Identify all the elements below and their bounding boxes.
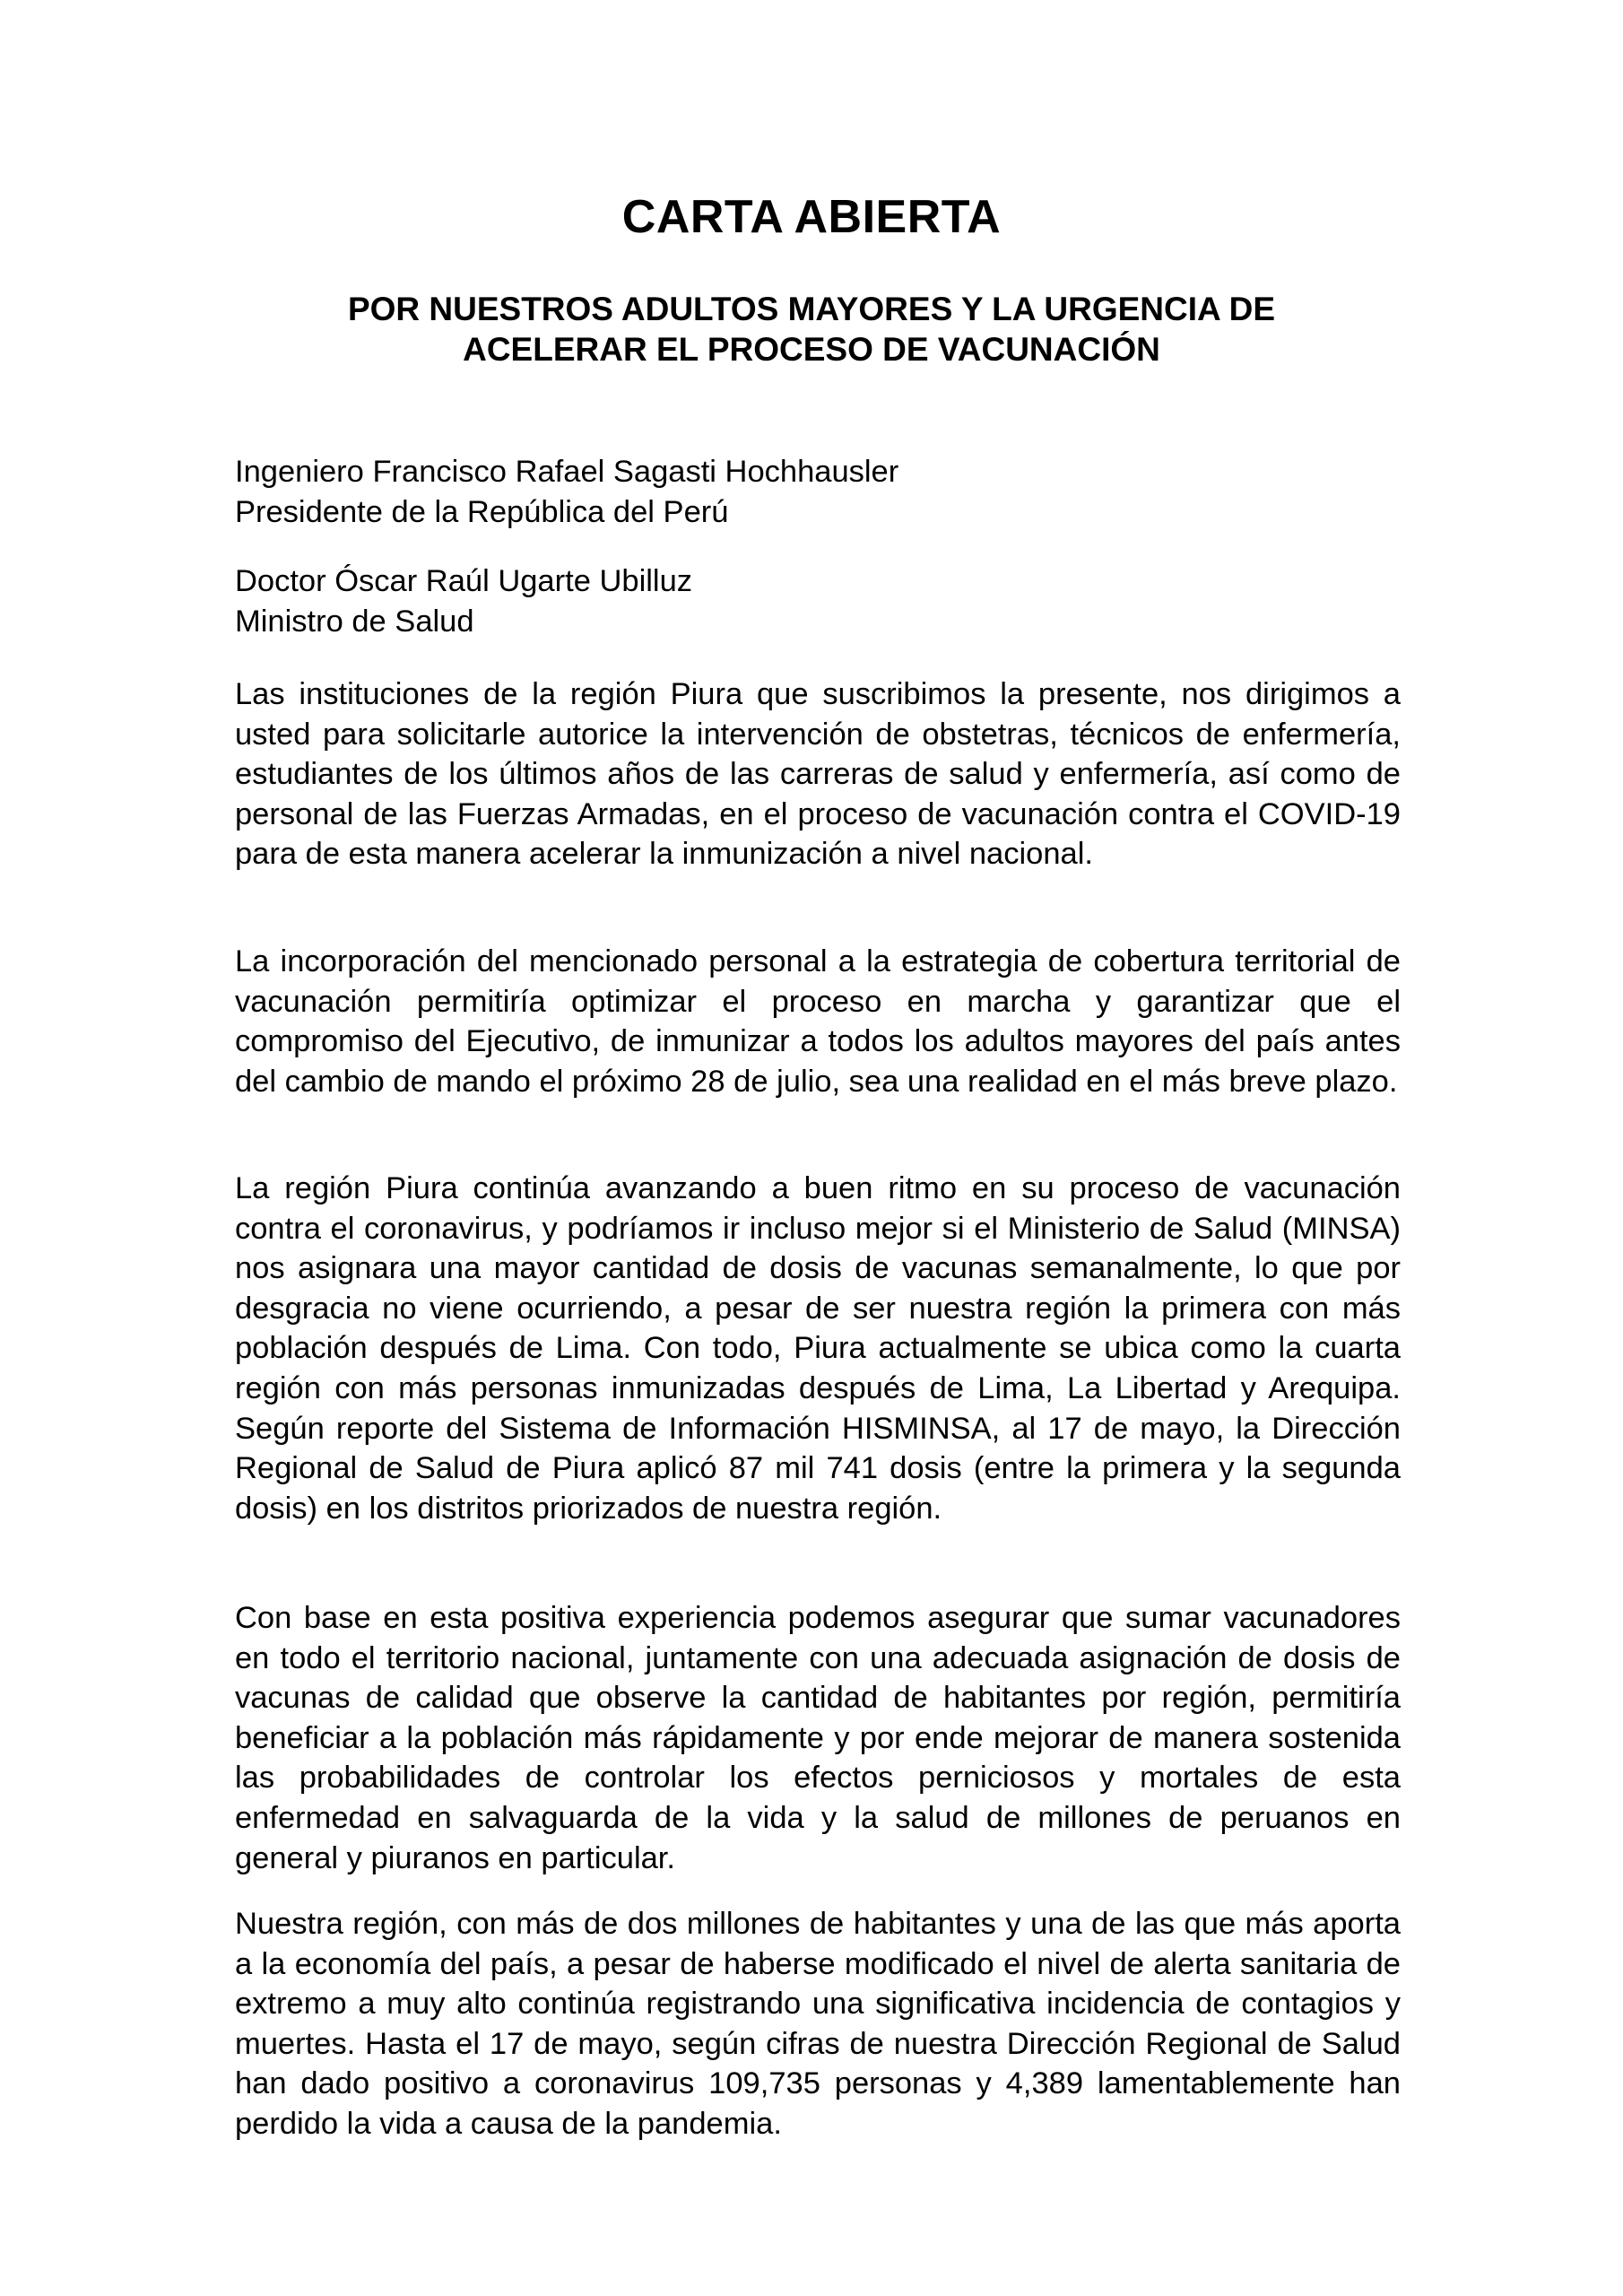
paragraph-statistics: Nuestra región, con más de dos millones de habitantes y una de las que más aporta a la economía del país, a pesar de haberse modificado el nivel de alerta sanitaria de extremo a muy alto continúa registrando una significativa incidencia de contagios y muertes. Hasta el 17 de mayo, según cifras de nuestra Dirección Regional de Salud han dado positivo a coronavirus 109,735 personas y 4,389 lamentablemente han perdido la vida a causa de la pandemia.: [235, 1907, 1401, 2141]
paragraph-incorporation: La incorporación del mencionado personal a la estrategia de cobertura territorial de vacunación permitiría optimizar el proceso en marcha y garantizar que el compromiso del Ejecutivo, de inmunizar a todos los adultos mayores del país antes del cambio de mando el próximo 28 de julio, sea una realidad en el más breve plazo.: [235, 944, 1401, 1099]
addressee-name: Doctor Óscar Raúl Ugarte Ubilluz: [235, 564, 693, 598]
paragraph-experience: Con base en esta positiva experiencia podemos asegurar que sumar vacunadores en todo el territorio nacional, juntamente con una adecuada asignación de dosis de vacunas de calidad que observe la cantidad de habitantes por región, permitiría beneficiar a la población más rápidamente y por ende mejorar de manera sostenida las probabilidades de controlar los efectos perniciosos y mortales de esta enfermedad en salvaguarda de la vida y la salud de millones de peruanos en general y piuranos en particular.: [235, 1601, 1401, 1875]
addressee-president: [235, 452, 1401, 532]
addressee-minister: [235, 561, 1401, 641]
document-subtitle: [0, 289, 1623, 370]
subtitle-line: ACELERAR EL PROCESO DE VACUNACIÓN: [463, 331, 1160, 368]
document-title: CARTA ABIERTA: [621, 191, 1002, 243]
paragraph-request: Las instituciones de la región Piura que suscribimos la presente, nos dirigimos a usted para solicitarle autorice la intervención de obstetras, técnicos de enfermería, estudiantes de los últimos años de las carreras de salud y enfermería, así como de personal de las Fuerzas Armadas, en el proceso de vacunación contra el COVID-19 para de esta manera acelerar la inmunización a nivel nacional.: [235, 677, 1401, 872]
addressee-position: Presidente de la República del Perú: [235, 494, 729, 529]
paragraph-piura-progress: La región Piura continúa avanzando a buen ritmo en su proceso de vacunación contra el coronavirus, y podríamos ir incluso mejor si el Ministerio de Salud (MINSA) nos asignara una mayor cantidad de dosis de vacunas semanalmente, lo que por desgracia no viene ocurriendo, a pesar de ser nuestra región la primera con más población después de Lima. Con todo, Piura actualmente se ubica como la cuarta región con más personas inmunizadas después de Lima, La Libertad y Arequipa. Según reporte del Sistema de Información HISMINSA, al 17 de mayo, la Dirección Regional de Salud de Piura aplicó 87 mil 741 dosis (entre la primera y la segunda dosis) en los distritos priorizados de nuestra región.: [235, 1171, 1401, 1526]
addressee-name: Ingeniero Francisco Rafael Sagasti Hochhausler: [235, 455, 899, 489]
addressee-position: Ministro de Salud: [235, 604, 474, 639]
subtitle-line: POR NUESTROS ADULTOS MAYORES Y LA URGENCIA DE: [347, 291, 1276, 327]
